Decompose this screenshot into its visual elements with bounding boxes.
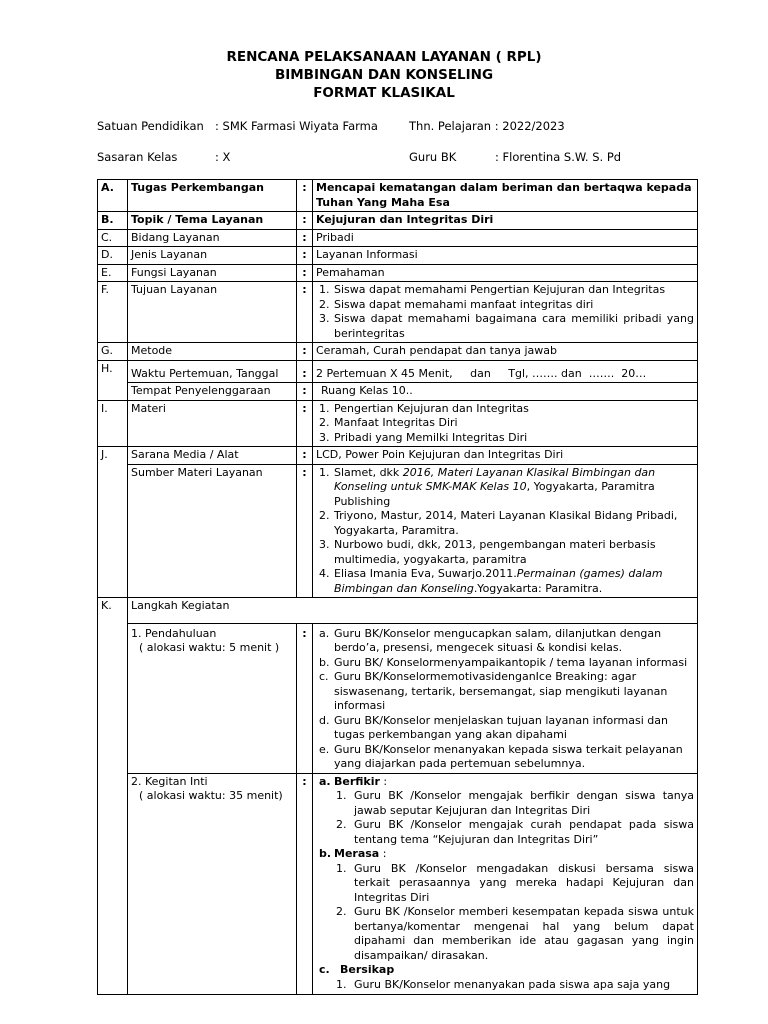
row-fungsi bbox=[98, 264, 698, 282]
row-tugas-perkembangan bbox=[98, 180, 698, 212]
row-sumber bbox=[98, 464, 698, 598]
row-code: A. bbox=[98, 180, 128, 212]
row-sarana bbox=[98, 447, 698, 465]
row-colon: : bbox=[297, 623, 313, 773]
step-title: 2. Kegitan Inti bbox=[131, 774, 208, 788]
phase-title: Bersikap bbox=[340, 963, 395, 976]
row-label: Sarana Media / Alat bbox=[128, 447, 297, 465]
list-text: Guru BK/Konselor menjelaskan tujuan layanan informasi dan tugas perkembangan yang akan dipahami bbox=[334, 713, 668, 741]
list-text: Pengertian Kejujuran dan Integritas bbox=[334, 401, 529, 415]
list-marker: c. bbox=[319, 670, 329, 683]
row-colon: : bbox=[297, 447, 313, 465]
list-item bbox=[316, 509, 694, 538]
row-value: 2 Pertemuan X 45 Menit, dan Tgl, ……. dan ……. 20… bbox=[313, 360, 698, 383]
list-marker: a. bbox=[319, 774, 331, 788]
row-colon: : bbox=[297, 464, 313, 598]
list-marker: e. bbox=[319, 742, 330, 756]
list-item bbox=[316, 905, 694, 963]
row-value: Kejujuran dan Integritas Diri bbox=[313, 212, 698, 230]
list-marker: 2. bbox=[336, 905, 347, 918]
list-item bbox=[316, 416, 694, 431]
list-item bbox=[316, 818, 694, 847]
phase-title: Berfikir bbox=[334, 774, 380, 788]
row-label bbox=[128, 773, 297, 995]
row-colon: : bbox=[297, 180, 313, 212]
row-tujuan bbox=[98, 282, 698, 343]
list-item bbox=[316, 567, 694, 596]
phase-heading: b. Merasa : bbox=[319, 847, 387, 860]
phase-heading: a. Berfikir : bbox=[319, 774, 388, 788]
row-code: H. bbox=[98, 360, 128, 400]
sasaran-label: Sasaran Kelas bbox=[97, 150, 178, 164]
list-text: Siswa dapat memahami Pengertian Kejujuran dan Integritas bbox=[334, 283, 666, 296]
row-code: C. bbox=[98, 229, 128, 247]
list-marker: 1. bbox=[336, 861, 347, 875]
row-pendahuluan bbox=[98, 623, 698, 773]
row-value bbox=[313, 400, 698, 447]
list-marker: b. bbox=[319, 655, 330, 669]
row-colon: : bbox=[297, 212, 313, 230]
row-value: Ceramah, Curah pendapat dan tanya jawab bbox=[313, 343, 698, 361]
list-item bbox=[316, 743, 694, 772]
list-text: Siswa dapat memahami bagaimana cara memiliki pribadi yang berintegritas bbox=[334, 312, 694, 340]
row-colon: : bbox=[297, 343, 313, 361]
row-label: Jenis Layanan bbox=[128, 247, 297, 265]
row-colon: : bbox=[297, 360, 313, 383]
list-marker: 1. bbox=[336, 977, 347, 991]
list-item bbox=[316, 283, 694, 298]
list-text: Manfaat Integritas Diri bbox=[334, 416, 458, 429]
guru-value: : Florentina S.W. S. Pd bbox=[495, 150, 622, 164]
row-value bbox=[313, 773, 698, 995]
row-value: Layanan Informasi bbox=[313, 247, 698, 265]
doc-title-line-3: FORMAT KLASIKAL bbox=[313, 85, 455, 101]
list-item bbox=[316, 714, 694, 743]
row-value: Pemahaman bbox=[313, 264, 698, 282]
row-value bbox=[313, 464, 698, 598]
row-topik bbox=[98, 212, 698, 230]
row-value: Ruang Kelas 10.. bbox=[313, 383, 698, 401]
list-item bbox=[316, 402, 694, 417]
sasaran-value: : X bbox=[215, 150, 231, 164]
list-item bbox=[316, 789, 694, 818]
list-item bbox=[316, 656, 694, 671]
row-colon: : bbox=[297, 229, 313, 247]
row-code: I. bbox=[98, 400, 128, 447]
row-colon: : bbox=[297, 400, 313, 447]
step-duration: ( alokasi waktu: 35 menit) bbox=[139, 789, 283, 802]
list-text: Guru BK/ Konselormenyampaikantopik / tema layanan informasi bbox=[334, 655, 688, 669]
row-colon: : bbox=[297, 247, 313, 265]
row-value bbox=[313, 282, 698, 343]
row-materi bbox=[98, 400, 698, 447]
list-text: Guru BK/KonselormemotivasidenganIce Breaking: agar siswasenang, tertarik, bersemangat, siap mengikuti layanan informasi bbox=[334, 670, 668, 712]
list-text: Siswa dapat memahami manfaat integritas diri bbox=[334, 297, 594, 311]
list-text: Guru BK /Konselor mengajak berfikir dengan siswa tanya jawab seputar Kejujuran dan Integritas Diri bbox=[354, 789, 694, 817]
row-label: Topik / Tema Layanan bbox=[128, 212, 297, 230]
step-title: 1. Pendahuluan bbox=[131, 626, 217, 640]
row-value bbox=[313, 623, 698, 773]
list-marker: 1. bbox=[319, 401, 330, 415]
row-value: Pribadi bbox=[313, 229, 698, 247]
row-label: Fungsi Layanan bbox=[128, 264, 297, 282]
satuan-value: : SMK Farmasi Wiyata Farma bbox=[215, 119, 378, 133]
list-marker: 1. bbox=[336, 789, 347, 802]
row-label bbox=[128, 623, 297, 773]
phase-heading bbox=[316, 963, 694, 978]
row-code: G. bbox=[98, 343, 128, 361]
row-jenis bbox=[98, 247, 698, 265]
row-colon: : bbox=[297, 264, 313, 282]
list-text: Triyono, Mastur, 2014, Materi Layanan Klasikal Bidang Pribadi, Yogyakarta, Paramitra. bbox=[334, 509, 678, 537]
list-text: Guru BK /Konselor mengajak curah pendapat pada siswa tentang tema “Kejujuran dan Integritas Diri” bbox=[354, 818, 694, 846]
satuan-label: Satuan Pendidikan bbox=[97, 119, 204, 133]
tahun-pelajaran: Thn. Pelajaran : 2022/2023 bbox=[409, 119, 565, 133]
list-item bbox=[316, 466, 694, 510]
row-code: J. bbox=[98, 447, 128, 598]
row-colon: : bbox=[297, 282, 313, 343]
row-label: Waktu Pertemuan, Tanggal bbox=[128, 360, 297, 383]
row-label: Sumber Materi Layanan bbox=[128, 464, 297, 598]
list-marker: b. bbox=[319, 847, 332, 860]
source-publisher: , Yogyakarta, Paramitra Publishing bbox=[334, 480, 655, 508]
list-marker: c. bbox=[319, 963, 330, 976]
row-label: Materi bbox=[128, 400, 297, 447]
source-author: Slamet, dkk bbox=[334, 465, 403, 479]
list-item bbox=[316, 862, 694, 906]
row-code: D. bbox=[98, 247, 128, 265]
row-waktu bbox=[98, 360, 698, 383]
row-colon: : bbox=[297, 773, 313, 995]
row-label: Metode bbox=[128, 343, 297, 361]
list-text: Nurbowo budi, dkk, 2013, pengembangan materi berbasis multimedia, yogyakarta, paramitra bbox=[334, 538, 656, 566]
row-code: B. bbox=[98, 212, 128, 230]
list-marker: 1. bbox=[319, 283, 330, 296]
doc-title-line-1: RENCANA PELAKSANAAN LAYANAN ( RPL) bbox=[226, 49, 542, 65]
row-value: Mencapai kematangan dalam beriman dan bertaqwa kepada Tuhan Yang Maha Esa bbox=[313, 180, 698, 212]
list-marker: d. bbox=[319, 713, 330, 727]
list-marker: a. bbox=[319, 626, 330, 640]
guru-label: Guru BK bbox=[409, 150, 457, 164]
list-marker: 2. bbox=[336, 818, 347, 831]
list-item bbox=[316, 627, 694, 656]
row-colon: : bbox=[297, 383, 313, 401]
list-marker: 3. bbox=[319, 538, 330, 551]
list-marker: 3. bbox=[319, 430, 330, 444]
row-label: Langkah Kegiatan bbox=[128, 598, 698, 624]
source-author: Eliasa Imania Eva, Suwarjo.2011. bbox=[334, 567, 517, 580]
list-item bbox=[316, 978, 694, 993]
row-label: Bidang Layanan bbox=[128, 229, 297, 247]
row-code: K. bbox=[98, 598, 128, 995]
list-text: Pribadi yang Memilki Integritas Diri bbox=[334, 430, 528, 444]
row-tempat bbox=[98, 383, 698, 401]
row-code: E. bbox=[98, 264, 128, 282]
rpl-table bbox=[97, 179, 698, 995]
row-label: Tujuan Layanan bbox=[128, 282, 297, 343]
list-item bbox=[316, 312, 694, 341]
phase-title: Merasa bbox=[334, 847, 380, 860]
source-publisher: .Yogyakarta: Paramitra. bbox=[473, 581, 603, 595]
list-item bbox=[316, 298, 694, 313]
row-bidang bbox=[98, 229, 698, 247]
list-text: Guru BK/Konselor menanyakan pada siswa apa saja yang bbox=[354, 977, 671, 991]
list-text: Guru BK /Konselor mengadakan diskusi bersama siswa terkait perasaannya yang mereka hadapi Kejujuran dan Integritas Diri bbox=[354, 861, 694, 904]
list-item bbox=[316, 431, 694, 446]
row-metode bbox=[98, 343, 698, 361]
list-marker: 2. bbox=[319, 297, 330, 311]
list-text: Guru BK/Konselor menanyakan kepada siswa terkait pelayanan yang diajarkan pada pertemuan sebelumnya. bbox=[334, 742, 683, 770]
row-kegiatan-inti bbox=[98, 773, 698, 995]
list-item bbox=[316, 538, 694, 567]
list-text: Guru BK /Konselor memberi kesempatan kepada siswa untuk bertanya/komentar mengenai hal yang belum dapat dipahami dan memberikan ide atau gagasan yang ingin disampaikan/ dirasakan. bbox=[354, 905, 694, 962]
list-marker: 2. bbox=[319, 509, 330, 522]
step-duration: ( alokasi waktu: 5 menit ) bbox=[139, 641, 280, 654]
list-marker: 3. bbox=[319, 312, 330, 325]
source-title: 2016, Materi Layanan Klasikal Bimbingan dan Konseling untuk SMK-MAK Kelas 10 bbox=[334, 465, 656, 493]
row-label: Tempat Penyelenggaraan bbox=[128, 383, 297, 401]
row-label: Tugas Perkembangan bbox=[128, 180, 297, 212]
list-item bbox=[316, 670, 694, 714]
doc-title-line-2: BIMBINGAN DAN KONSELING bbox=[274, 67, 494, 83]
list-marker: 1. bbox=[319, 465, 330, 479]
list-marker: 4. bbox=[319, 567, 330, 580]
row-code: F. bbox=[98, 282, 128, 343]
list-marker: 2. bbox=[319, 416, 330, 429]
list-text: Guru BK/Konselor mengucapkan salam, dilanjutkan dengan berdo’a, presensi, mengecek situasi & kondisi kelas. bbox=[334, 626, 662, 654]
row-langkah bbox=[98, 598, 698, 624]
source-title: Permainan (games) dalam Bimbingan dan Konseling bbox=[334, 567, 663, 595]
row-value: LCD, Power Poin Kejujuran dan Integritas Diri bbox=[313, 447, 698, 465]
